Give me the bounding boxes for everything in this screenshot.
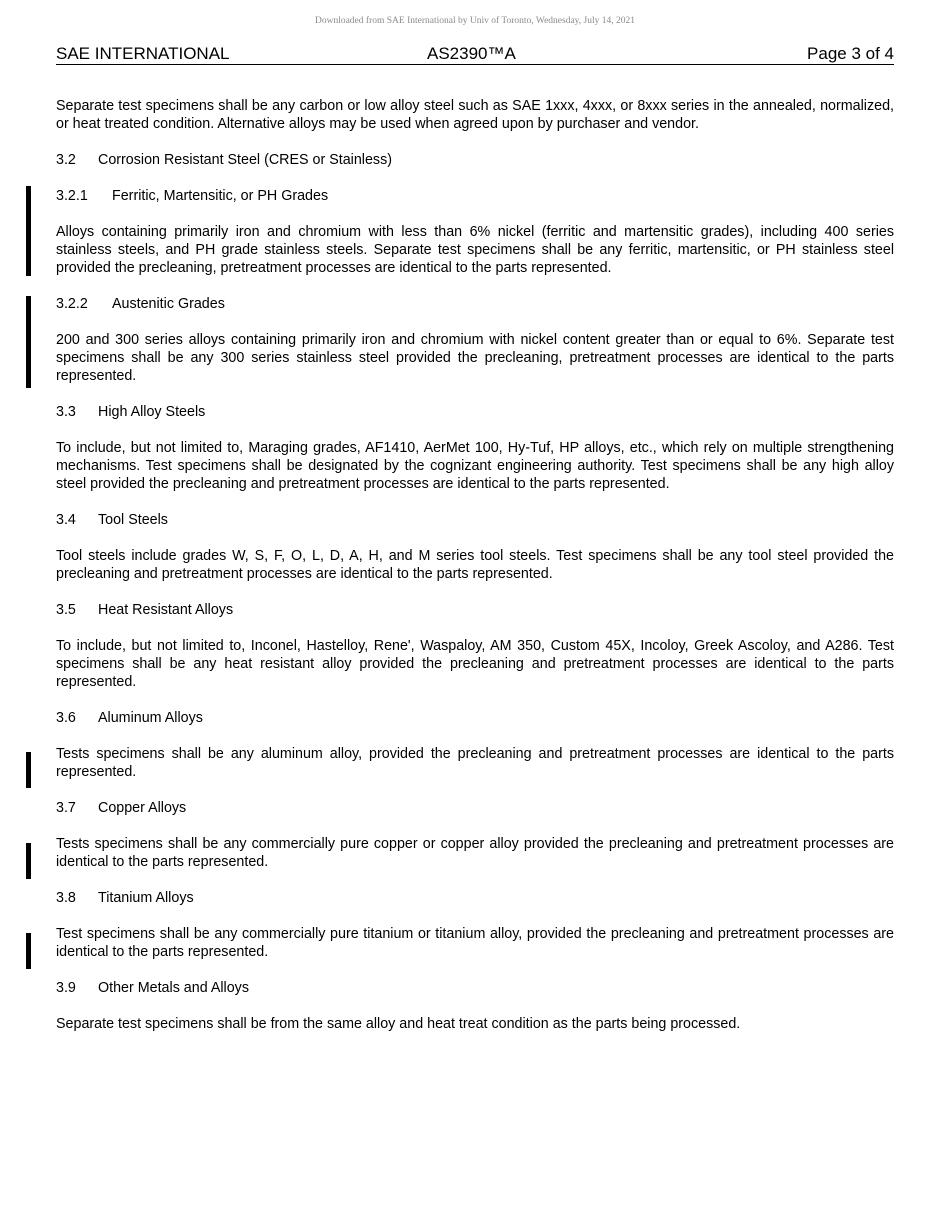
paragraph: To include, but not limited to, Maraging grades, AF1410, AerMet 100, Hy-Tuf, HP alloys, etc., which rely on multiple strengthening mechanisms. Test specimens shall be designated by the cognizant engineering authority. Test specimens shall be any high alloy steel provided the precleaning and pretreatment processes are identical to the parts represented. [56, 440, 894, 492]
section-heading-3-3 [56, 403, 894, 421]
section-heading-3-5 [56, 601, 894, 619]
paragraph: Separate test specimens shall be any carbon or low alloy steel such as SAE 1xxx, 4xxx, or 8xxx series in the annealed, normalized, or heat treated condition. Alternative alloys may be used when agreed upon by purchaser and vendor. [56, 98, 894, 132]
page-header [56, 44, 894, 65]
section-number: 3.2.1 [56, 188, 88, 204]
section-title: Austenitic Grades [112, 296, 225, 312]
header-page-number: Page 3 of 4 [807, 44, 894, 63]
section-heading-3-6 [56, 709, 894, 727]
document-body [56, 97, 894, 1051]
section-heading-3-8 [56, 889, 894, 907]
header-org: SAE INTERNATIONAL [56, 44, 230, 63]
paragraph: To include, but not limited to, Inconel, Hastelloy, Rene', Waspaloy, AM 350, Custom 45X, Incoloy, Greek Ascoloy, and A286. Test specimens shall be any heat resistant alloy provided the precleaning and pretreatment processes are identical to the parts represented. [56, 638, 894, 690]
paragraph: Alloys containing primarily iron and chromium with less than 6% nickel (ferritic and martensitic grades), including 400 series stainless steels, and PH grade stainless steels. Separate test specimens shall be any ferritic, martensitic, or PH stainless steel provided the precleaning, pretreatment processes are identical to the parts represented. [56, 224, 894, 276]
section-number: 3.2.2 [56, 296, 88, 312]
paragraph: 200 and 300 series alloys containing primarily iron and chromium with nickel content greater than or equal to 6%. Separate test specimens shall be any 300 series stainless steel provided the precleaning, pretreatment processes are identical to the parts represented. [56, 332, 894, 384]
header-doc-id: AS2390™A [427, 44, 516, 63]
paragraph: Tests specimens shall be any commercially pure copper or copper alloy provided the precleaning and pretreatment processes are identical to the parts represented. [56, 836, 894, 870]
paragraph: Tool steels include grades W, S, F, O, L, D, A, H, and M series tool steels. Test specimens shall be any tool steel provided the precleaning and pretreatment processes are identical to the parts represented. [56, 548, 894, 582]
revision-bar [26, 186, 31, 276]
section-title: Heat Resistant Alloys [98, 602, 234, 618]
section-heading-3-2-2 [56, 295, 894, 313]
paragraph: Test specimens shall be any commercially pure titanium or titanium alloy, provided the precleaning and pretreatment processes are identical to the parts represented. [56, 926, 894, 960]
section-title: Titanium Alloys [98, 890, 194, 906]
download-watermark: Downloaded from SAE International by Univ of Toronto, Wednesday, July 14, 2021 [314, 16, 636, 26]
section-title: Tool Steels [98, 512, 168, 528]
revision-bar [26, 752, 31, 788]
section-title: Copper Alloys [98, 800, 187, 816]
section-heading-3-2-1 [56, 187, 894, 205]
section-heading-3-9 [56, 979, 894, 997]
paragraph: Tests specimens shall be any aluminum alloy, provided the precleaning and pretreatment processes are identical to the parts represented. [56, 746, 894, 780]
section-number: 3.7 [56, 800, 76, 816]
section-number: 3.4 [56, 512, 76, 528]
section-number: 3.3 [56, 404, 76, 420]
section-number: 3.5 [56, 602, 76, 618]
section-title: Corrosion Resistant Steel (CRES or Stainless) [98, 152, 392, 168]
section-title: Ferritic, Martensitic, or PH Grades [112, 188, 329, 204]
revision-bar [26, 933, 31, 969]
section-number: 3.8 [56, 890, 76, 906]
section-number: 3.9 [56, 980, 76, 996]
section-title: High Alloy Steels [98, 404, 206, 420]
revision-bar [26, 843, 31, 879]
section-title: Aluminum Alloys [98, 710, 203, 726]
section-heading-3-7 [56, 799, 894, 817]
section-heading-3-4 [56, 511, 894, 529]
section-title: Other Metals and Alloys [98, 980, 249, 996]
revision-bar [26, 296, 31, 388]
section-number: 3.2 [56, 152, 76, 168]
section-number: 3.6 [56, 710, 76, 726]
section-heading-3-2 [56, 151, 894, 169]
paragraph: Separate test specimens shall be from the same alloy and heat treat condition as the parts being processed. [56, 1016, 741, 1032]
